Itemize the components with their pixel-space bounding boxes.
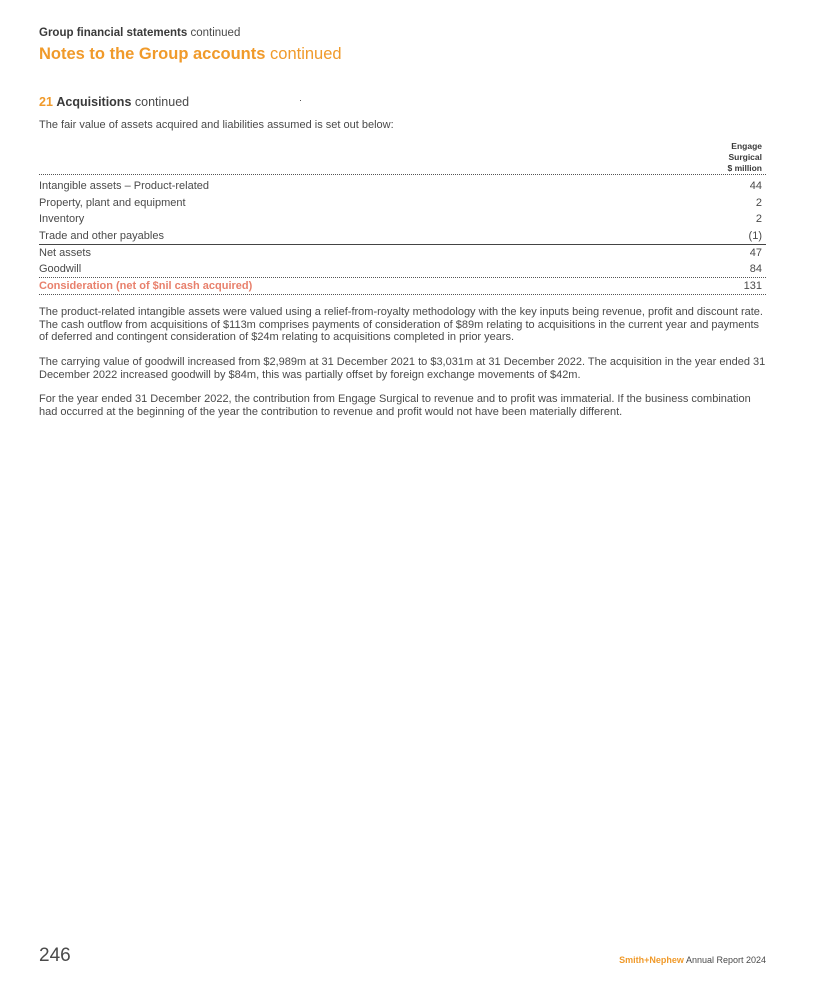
supertitle [39, 27, 240, 39]
row-value: 2 [755, 213, 762, 226]
table-row [39, 228, 766, 245]
row-label: Intangible assets – Product-related [39, 180, 209, 192]
page-title [39, 45, 342, 64]
supertitle-bold: Group financial statements [39, 27, 188, 39]
table-row-total [39, 278, 766, 295]
total-label: Consideration (net of $nil cash acquired) [39, 280, 253, 293]
column-header-line-1: Engage [731, 141, 762, 151]
stray-dot [300, 100, 301, 101]
row-label: Inventory [39, 213, 85, 226]
acquisitions-table [39, 178, 766, 295]
report-name: Annual Report 2024 [685, 955, 766, 965]
section-heading [39, 95, 189, 109]
document-page [39, 0, 766, 983]
page-number: 246 [39, 945, 71, 966]
body-paragraph: The carrying value of goodwill increased from $2,989m at 31 December 2021 to $3,031m at 31 December 2022. The acquisition in the year ended 31 December 2022 increased goodwill by $84m, this was partially offset by foreign exchange movements of $42m. [39, 356, 766, 381]
header-divider [39, 174, 766, 175]
table-row [39, 245, 766, 262]
brand-name: Smith+Nephew [619, 955, 684, 965]
section-number: 21 [39, 95, 53, 109]
column-header [682, 141, 762, 174]
row-label: Trade and other payables [39, 230, 164, 243]
body-paragraph: For the year ended 31 December 2022, the contribution from Engage Surgical to revenue and to profit was immaterial. If the business combination had occurred at the beginning of the year the contribution to revenue and profit would not have been materially different. [39, 393, 751, 418]
supertitle-continued: continued [190, 27, 241, 39]
intro-text: The fair value of assets acquired and liabilities assumed is set out below: [39, 119, 394, 131]
row-value: 44 [749, 180, 762, 192]
row-value: 84 [749, 263, 762, 276]
table-row [39, 261, 766, 278]
row-label: Property, plant and equipment [39, 196, 186, 209]
body-paragraph: The product-related intangible assets were valued using a relief-from-royalty methodology with the key inputs being revenue, profit and discount rate. The cash outflow from acquisitions of $113m comprises payments of consideration of $89m relating to acquisitions in the current year and payments of deferred and contingent consideration of $24m relating to acquisitions completed in prior years. [39, 306, 763, 344]
column-header-line-2: Surgical [728, 152, 762, 162]
table-row [39, 211, 766, 228]
row-label: Net assets [39, 246, 91, 259]
table-row [39, 178, 766, 195]
section-continued: continued [134, 95, 190, 109]
row-value: 47 [749, 246, 762, 259]
footer-brand [619, 955, 766, 965]
table-row [39, 195, 766, 212]
row-label: Goodwill [39, 263, 82, 276]
row-value: 2 [755, 196, 762, 209]
total-value: 131 [743, 280, 762, 293]
column-header-line-3: $ million [727, 163, 762, 173]
row-value: (1) [748, 230, 762, 243]
section-name: Acquisitions [56, 95, 132, 109]
page-title-bold: Notes to the Group accounts [39, 45, 266, 63]
page-title-continued: continued [270, 45, 342, 63]
